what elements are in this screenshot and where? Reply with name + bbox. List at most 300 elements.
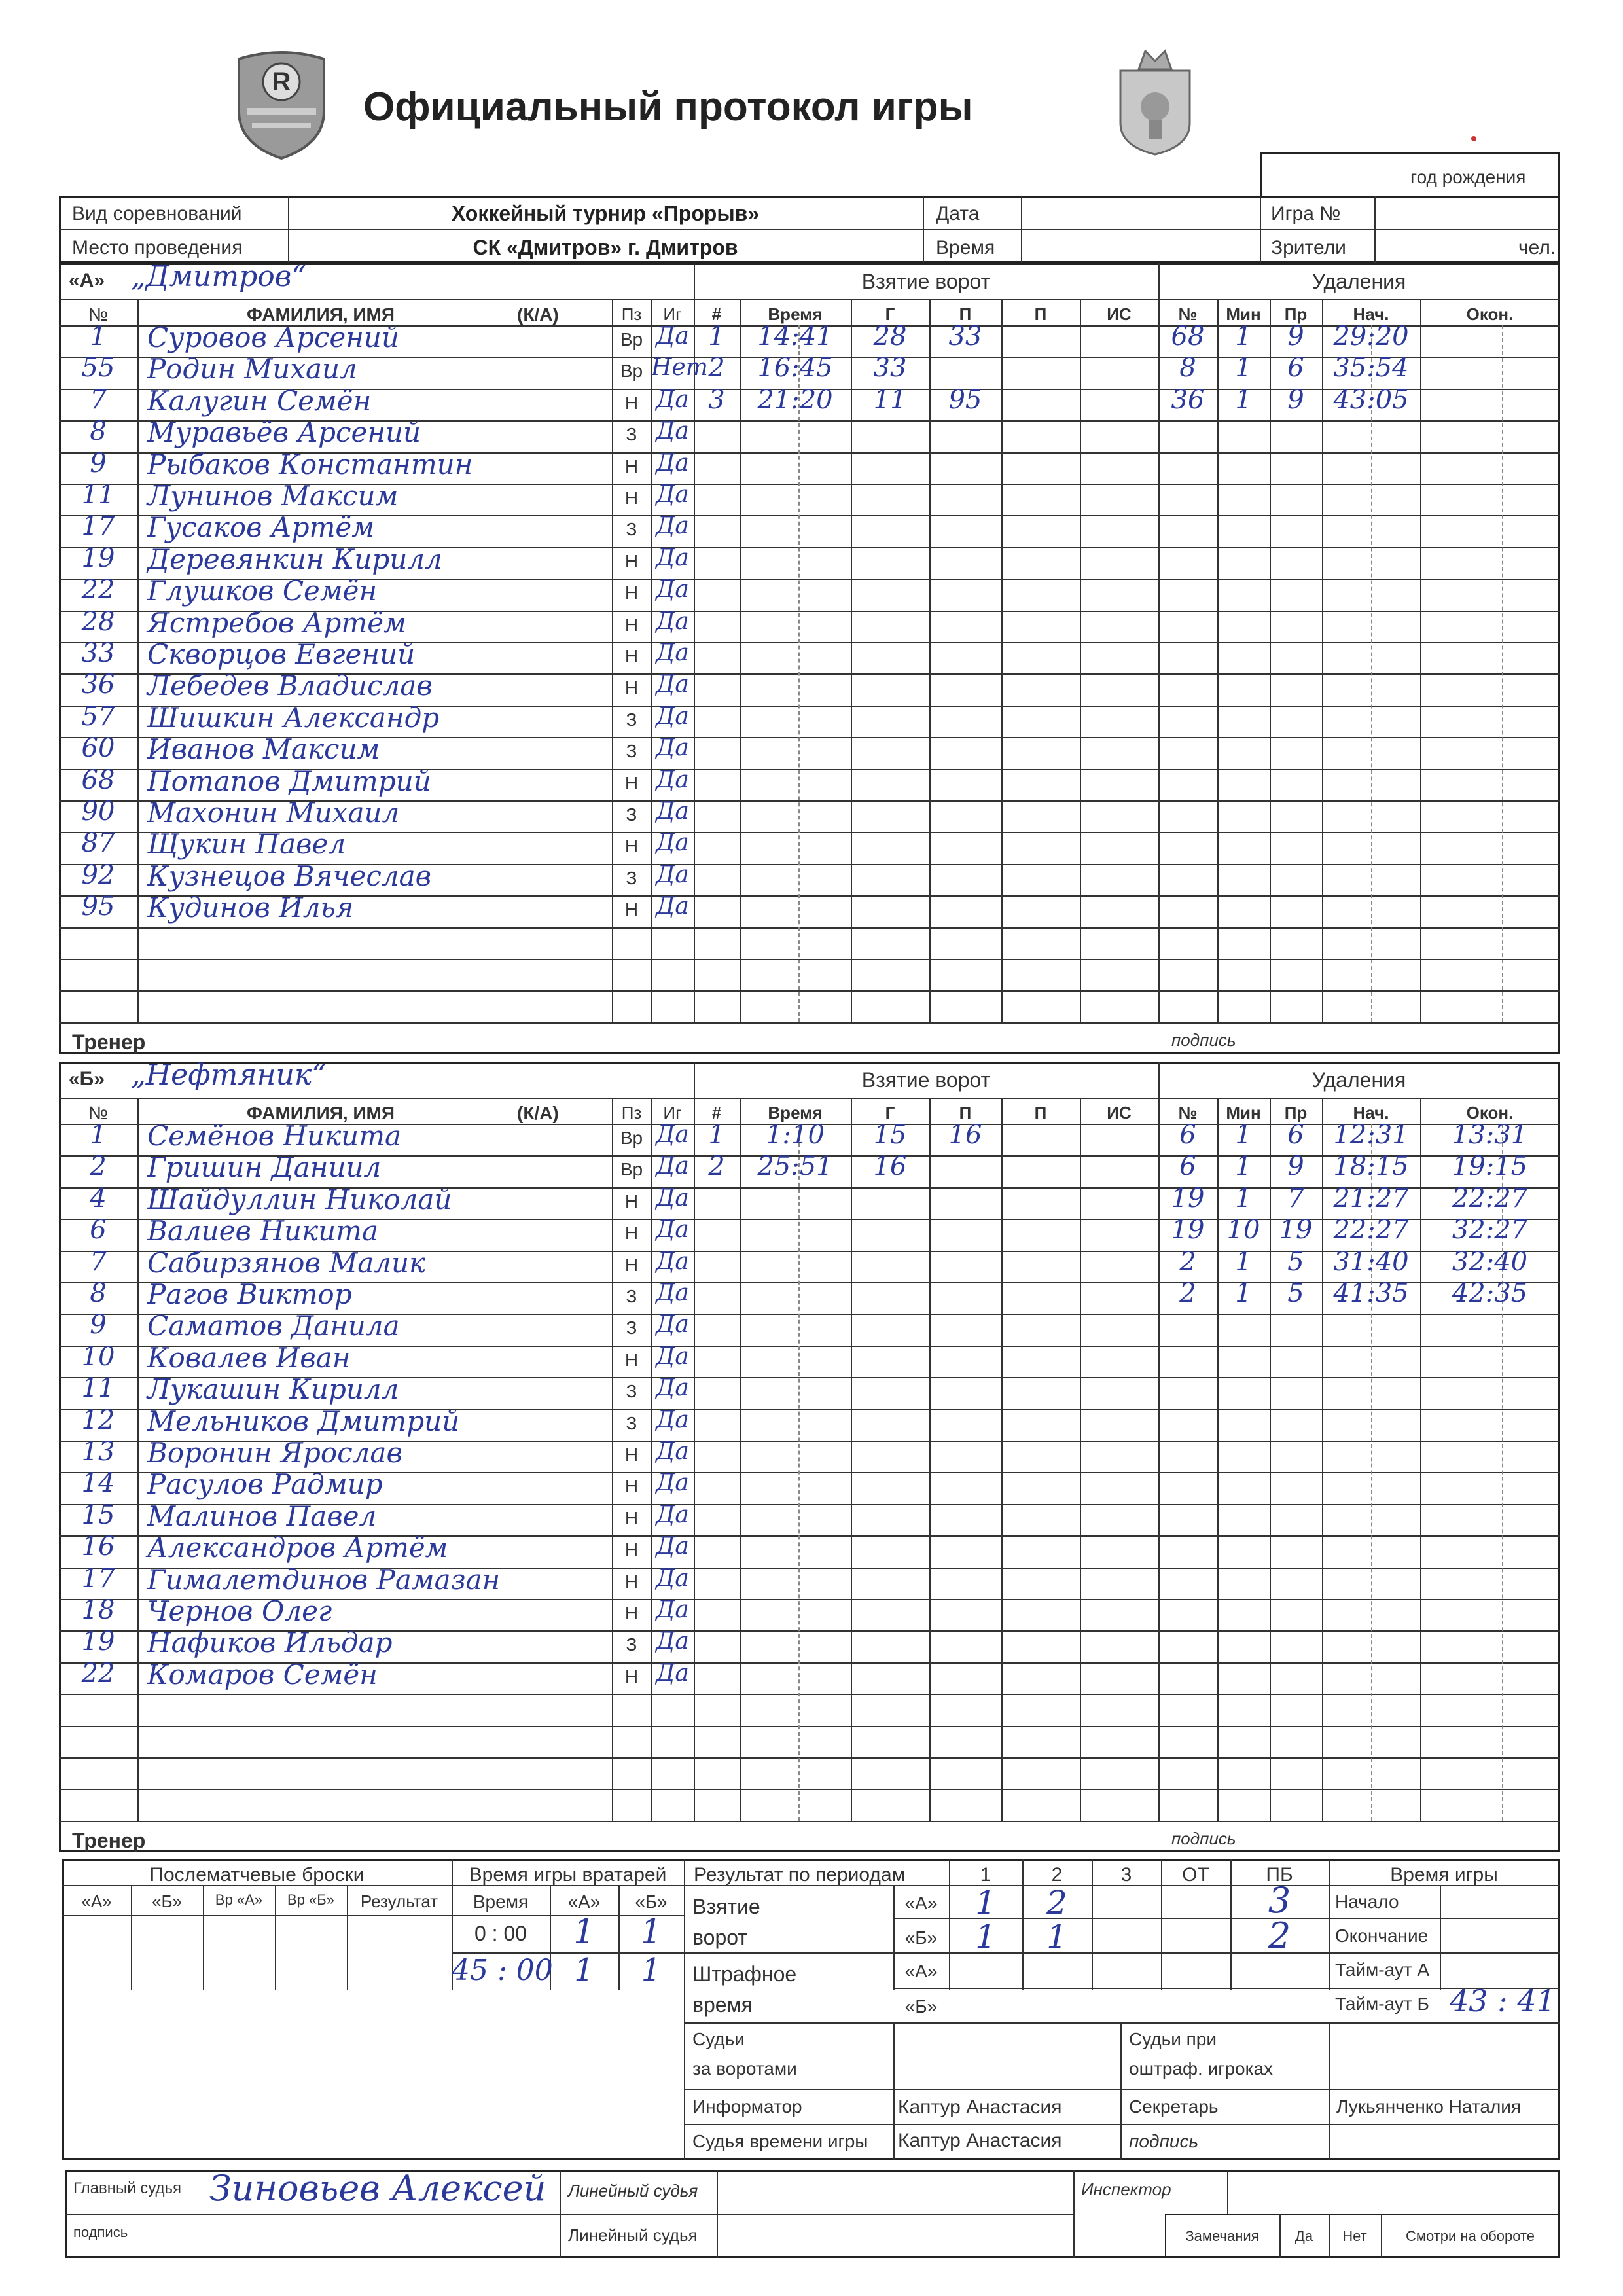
team-b-player-played: Да	[656, 1406, 689, 1433]
team-a-goal-col-0: #	[711, 304, 722, 324]
team-b-penalty-cell: 1	[1235, 1246, 1252, 1277]
team-a-penalty-cell: 29:20	[1333, 321, 1409, 351]
team-a-goal-cell: 33	[948, 321, 982, 351]
period-col-2: 2	[1051, 1864, 1063, 1886]
team-a-player-number: 92	[81, 859, 115, 890]
team-b-player-position: Вр	[620, 1128, 643, 1148]
team-a-pen-col-3: Нач.	[1353, 304, 1389, 324]
goals-label-1: Взятие	[692, 1895, 760, 1918]
venue-label: Место проведения	[72, 237, 243, 259]
shootout-col-a: «А»	[81, 1892, 112, 1911]
team-b-player-name: Гришин Даниил	[147, 1151, 382, 1184]
team-a-player-position: Н	[624, 583, 639, 603]
team-b-penalty-cell: 21:27	[1333, 1183, 1409, 1213]
birth-year-label: год рождения	[1410, 167, 1526, 187]
team-a-pen-col-1: Мин	[1226, 304, 1261, 324]
team-b-player-position: З	[626, 1412, 637, 1433]
pim-label-1: Штрафное	[692, 1962, 797, 1986]
grid-line	[59, 959, 1560, 960]
grid-line	[1001, 1098, 1003, 1821]
informer-value: Каптур Анастасия	[898, 2096, 1062, 2118]
team-b-player-number: 17	[81, 1563, 115, 1594]
team-b-player-number: 7	[90, 1246, 107, 1277]
see-back-label: Смотри на обороте	[1405, 2228, 1535, 2244]
team-b-player-number: 19	[81, 1626, 115, 1657]
team-a-player-number: 57	[81, 701, 115, 732]
team-b-goal-cell: 25:51	[757, 1151, 833, 1182]
team-a-player-played: Да	[656, 893, 689, 920]
grid-line	[59, 1757, 1560, 1759]
team-a-player-number: 11	[81, 480, 115, 510]
team-b-player-number: 15	[81, 1499, 115, 1530]
team-b-player-name: Малинов Павел	[147, 1499, 377, 1532]
team-a-player-number: 19	[81, 543, 115, 573]
team-a-penalty-cell: 8	[1179, 353, 1196, 384]
team-a-player-played: Да	[656, 702, 689, 730]
team-a-player-number: 90	[81, 797, 115, 827]
head-ref-sign-label: подпись	[73, 2224, 128, 2240]
team-a-goal-cell: 1	[708, 321, 725, 351]
team-a-player-position: Н	[624, 392, 639, 413]
team-b-penalty-cell: 1	[1235, 1151, 1252, 1182]
team-a-penalty-cell: 6	[1287, 353, 1304, 384]
team-a-player-name: Ястребов Артём	[147, 606, 406, 639]
period-col-ot: ОТ	[1182, 1864, 1209, 1886]
score-a-p1: 1	[975, 1884, 996, 1922]
officials-signature-label: подпись	[1129, 2131, 1199, 2151]
team-b-player-played: Да	[656, 1628, 689, 1655]
team-a-player-played: Да	[656, 766, 689, 793]
team-b-player-name: Валиев Никита	[147, 1215, 379, 1247]
team-b-goal-col-2: Г	[885, 1103, 895, 1122]
periods-team-b-pim: «Б»	[904, 1996, 938, 2017]
secretary-value: Лукьянченко Наталия	[1336, 2096, 1522, 2117]
period-col-so: ПБ	[1266, 1864, 1293, 1886]
team-b-player-played: Да	[656, 1533, 689, 1560]
team-b-goal-col-4: П	[1034, 1103, 1047, 1122]
remarks-label: Замечания	[1185, 2228, 1259, 2244]
team-a-player-played: Да	[656, 323, 689, 350]
team-b-penalty-cell: 6	[1179, 1120, 1196, 1150]
team-a-player-played: Да	[656, 829, 689, 857]
penalty-judges-label-2: оштраф. игроках	[1129, 2058, 1274, 2079]
team-b-player-played: Да	[656, 1216, 689, 1244]
team-b-penalty-cell: 5	[1287, 1278, 1304, 1308]
team-a-goal-cell: 16:45	[757, 353, 833, 384]
team-a-player-name: Глушков Семён	[147, 575, 378, 607]
team-a-player-name: Махонин Михаил	[147, 797, 400, 829]
team-a-player-name: Иванов Максим	[147, 733, 380, 766]
team-a-player-number: 8	[90, 416, 107, 447]
team-a-player-played: Да	[656, 607, 689, 635]
periods-title: Результат по периодам	[694, 1864, 906, 1886]
penalty-judges-label-1: Судьи при	[1129, 2029, 1217, 2049]
team-a-player-number: 33	[81, 638, 115, 668]
team-a-player-name: Кудинов Илья	[147, 891, 354, 924]
team-b-player-position: Н	[624, 1191, 639, 1211]
period-col-1: 1	[980, 1864, 991, 1886]
region-coat-of-arms-icon	[1113, 45, 1198, 156]
team-b-penalty-cell: 2	[1179, 1246, 1196, 1277]
team-a-goal-col-2: Г	[885, 304, 895, 324]
goalie-row1-time: 0 : 00	[474, 1922, 527, 1945]
shootout-col-result: Результат	[360, 1892, 438, 1911]
team-a-penalty-cell: 1	[1235, 321, 1252, 351]
team-b-penalty-cell: 9	[1287, 1151, 1304, 1182]
team-a-player-name: Потапов Дмитрий	[147, 764, 431, 797]
team-a-goal-col-4: П	[1034, 304, 1047, 324]
team-a-col-ka: (К/А)	[517, 304, 559, 325]
timekeeper-value: Каптур Анастасия	[898, 2130, 1062, 2151]
team-b-pen-col-2: Пр	[1284, 1103, 1308, 1122]
team-b-penalty-cell: 32:40	[1452, 1246, 1528, 1277]
competition-label: Вид соревнований	[72, 203, 242, 224]
shootout-col-gk-a: Вр «А»	[215, 1892, 263, 1908]
competition-value: Хоккейный турнир «Прорыв»	[451, 202, 760, 225]
team-a-player-name: Гусаков Артём	[147, 511, 375, 544]
time-label: Время	[936, 237, 995, 259]
team-b-player-position: З	[626, 1318, 637, 1338]
team-a-player-position: Вр	[620, 361, 643, 382]
team-a-player-played: Да	[656, 671, 689, 698]
team-a-player-name: Рыбаков Константин	[147, 448, 473, 480]
score-a-p2: 2	[1046, 1884, 1067, 1922]
grid-line	[59, 927, 1560, 929]
team-a-penalty-cell: 1	[1235, 384, 1252, 415]
date-label: Дата	[936, 203, 980, 224]
team-b-player-played: Да	[656, 1374, 689, 1402]
team-b-col-name: ФАМИЛИЯ, ИМЯ	[247, 1103, 395, 1123]
spectators-unit: чел.	[1518, 237, 1556, 259]
team-b-player-number: 8	[90, 1278, 107, 1308]
team-a-player-number: 7	[90, 384, 107, 415]
team-a-coach-label: Тренер	[72, 1030, 146, 1054]
remarks-yes[interactable]: Да	[1294, 2228, 1313, 2244]
team-b-penalty-cell: 22:27	[1333, 1215, 1409, 1246]
team-b-pen-col-0: №	[1178, 1103, 1198, 1122]
timekeeper-label: Судья времени игры	[692, 2131, 868, 2151]
team-b-player-number: 11	[81, 1373, 115, 1404]
team-b-player-position: Н	[624, 1539, 639, 1560]
remarks-no[interactable]: Нет	[1342, 2228, 1367, 2244]
team-b-goal-cell: 1:10	[766, 1120, 825, 1150]
spectators-label: Зрители	[1271, 237, 1346, 259]
team-b-player-name: Комаров Семён	[147, 1658, 378, 1691]
team-b-player-position: З	[626, 1381, 637, 1402]
team-a-goal-cell: 2	[708, 353, 725, 384]
team-a-pen-col-2: Пр	[1284, 304, 1308, 324]
team-b-player-position: Н	[624, 1571, 639, 1592]
score-b-total: 2	[1268, 1915, 1291, 1956]
team-b-player-name: Сабирзянов Малик	[147, 1246, 426, 1279]
team-a-goal-cell: 33	[873, 353, 907, 384]
team-b-pen-col-3: Нач.	[1353, 1103, 1389, 1122]
team-a-player-number: 1	[90, 321, 107, 351]
team-a-player-played: Да	[656, 418, 689, 445]
team-b-penalty-cell: 1	[1235, 1183, 1252, 1213]
team-b-player-name: Мельников Дмитрий	[147, 1405, 460, 1437]
linesman-1-label: Линейный судья	[568, 2181, 698, 2200]
team-b-penalty-cell: 6	[1179, 1151, 1196, 1182]
grid-line	[59, 1789, 1560, 1790]
team-b-player-number: 4	[90, 1183, 107, 1213]
team-b-label: «Б»	[69, 1068, 105, 1090]
team-b-player-position: Н	[624, 1223, 639, 1244]
team-b-penalty-cell: 1	[1235, 1278, 1252, 1308]
team-a-player-played: Нет	[651, 354, 708, 382]
grid-line	[1420, 299, 1421, 1022]
shootout-title: Послематчевые броски	[149, 1864, 365, 1886]
team-b-penalty-cell: 10	[1226, 1215, 1260, 1246]
team-b-penalty-cell: 12:31	[1333, 1120, 1409, 1150]
team-b-player-position: Н	[624, 1349, 639, 1370]
goals-label-2: ворот	[692, 1926, 747, 1949]
team-a-player-played: Да	[656, 449, 689, 476]
team-b-player-number: 10	[81, 1341, 115, 1372]
team-a-player-number: 17	[81, 511, 115, 542]
game-end-label: Окончание	[1335, 1926, 1429, 1946]
team-b-penalty-cell: 18:15	[1333, 1151, 1409, 1182]
team-a-col-num: №	[88, 304, 109, 325]
dashed-line	[1371, 325, 1372, 1022]
team-a-label: «А»	[69, 270, 105, 291]
team-a-player-name: Калугин Семён	[147, 384, 372, 417]
team-a-goal-col-1: Время	[768, 304, 823, 324]
team-a-col-played: Иг	[663, 304, 682, 324]
team-a-penalty-cell: 36	[1171, 384, 1205, 415]
team-b-player-number: 9	[90, 1310, 107, 1340]
timeout-b-value: 43 : 41	[1450, 1983, 1556, 2018]
team-b-player-played: Да	[656, 1564, 689, 1592]
game-time-title: Время игры	[1390, 1864, 1498, 1886]
team-a-penalty-cell: 1	[1235, 353, 1252, 384]
team-a-goal-cell: 14:41	[757, 321, 833, 351]
periods-team-b-goals: «Б»	[904, 1928, 938, 1948]
team-a-player-position: Н	[624, 550, 639, 571]
team-b-penalty-cell: 5	[1287, 1246, 1304, 1277]
team-b-player-played: Да	[656, 1342, 689, 1370]
goalie-row1-b: 1	[640, 1912, 662, 1952]
dashed-line	[1502, 325, 1503, 1022]
team-b-player-number: 13	[81, 1437, 115, 1467]
team-b-player-played: Да	[656, 1280, 689, 1306]
head-ref-signature: Зиновьев Алексей	[209, 2168, 546, 2209]
team-b-penalty-cell: 22:27	[1452, 1183, 1528, 1213]
team-b-penalty-cell: 1	[1235, 1120, 1252, 1150]
team-b-player-name: Лукашин Кирилл	[147, 1373, 399, 1406]
team-b-player-played: Да	[656, 1247, 689, 1275]
grid-line	[59, 1022, 1560, 1024]
team-b-col-played: Иг	[663, 1103, 682, 1122]
team-b-player-name: Воронин Ярослав	[147, 1437, 402, 1469]
team-a-player-played: Да	[656, 544, 689, 571]
grid-line	[740, 1098, 741, 1821]
game-number-label: Игра №	[1271, 203, 1341, 224]
team-b-player-position: Н	[624, 1254, 639, 1275]
team-b-goal-cell: 16	[948, 1120, 982, 1150]
team-a-player-number: 9	[90, 448, 107, 478]
team-a-player-played: Да	[656, 512, 689, 540]
team-a-penalty-cell: 68	[1171, 321, 1205, 351]
shootout-col-b: «Б»	[152, 1892, 182, 1911]
team-a-penalty-cell: 43:05	[1333, 384, 1409, 415]
team-a-player-number: 22	[81, 575, 115, 605]
team-b-penalty-cell: 6	[1287, 1120, 1304, 1150]
team-a-player-position: З	[626, 867, 637, 888]
team-a-penalties-title: Удаления	[1311, 270, 1406, 293]
team-a-name: „Дмитров“	[131, 260, 306, 293]
team-a-goals-title: Взятие ворот	[861, 270, 991, 293]
team-b-penalty-cell: 19	[1171, 1215, 1205, 1246]
team-a-col-pos: Пз	[621, 304, 642, 324]
ink-dot	[1471, 136, 1476, 141]
team-b-coach-label: Тренер	[72, 1828, 146, 1852]
periods-team-a-goals: «А»	[904, 1893, 938, 1913]
team-a-player-position: Вр	[620, 329, 643, 350]
team-b-player-played: Да	[656, 1438, 689, 1465]
team-b-penalty-cell: 41:35	[1333, 1278, 1409, 1308]
team-a-player-number: 68	[81, 764, 115, 795]
team-a-player-position: Н	[624, 456, 639, 476]
head-ref-label: Главный судья	[73, 2179, 182, 2197]
team-a-player-played: Да	[656, 576, 689, 603]
team-a-coach-signature-label: подпись	[1171, 1030, 1236, 1050]
goalie-row2-b: 1	[641, 1952, 662, 1988]
team-b-player-position: З	[626, 1286, 637, 1306]
team-a-player-position: Н	[624, 614, 639, 635]
timeout-b-label: Тайм-аут Б	[1335, 1994, 1429, 2014]
goal-judges-label-2: за воротами	[692, 2058, 797, 2079]
team-b-penalty-cell: 13:31	[1452, 1120, 1528, 1150]
team-b-player-number: 22	[81, 1658, 115, 1689]
team-b-player-position: Н	[624, 1444, 639, 1465]
team-a-player-position: З	[626, 741, 637, 762]
team-b-col-pos: Пз	[621, 1103, 642, 1122]
team-a-player-name: Скворцов Евгений	[147, 638, 416, 670]
team-b-col-num: №	[88, 1103, 109, 1123]
team-b-penalty-cell: 19	[1171, 1183, 1205, 1213]
team-a-player-name: Кузнецов Вячеслав	[147, 859, 432, 892]
team-a-penalty-cell: 9	[1287, 384, 1304, 415]
goalie-row2-time: 45 : 00	[452, 1954, 553, 1987]
grid-line	[59, 1098, 1560, 1099]
team-b-col-ka: (К/А)	[517, 1103, 559, 1123]
team-a-goal-cell: 28	[873, 321, 907, 351]
team-a-player-number: 87	[81, 828, 115, 859]
team-a-player-played: Да	[656, 798, 689, 825]
team-b-penalty-cell: 19	[1279, 1215, 1313, 1246]
team-b-player-number: 14	[81, 1468, 115, 1499]
team-a-goal-col-5: ИС	[1107, 304, 1132, 324]
team-a-player-played: Да	[656, 481, 689, 508]
team-b-pen-col-1: Мин	[1226, 1103, 1261, 1122]
goal-judges-label-1: Судьи	[692, 2029, 745, 2049]
team-b-player-name: Шайдуллин Николай	[147, 1183, 452, 1215]
period-col-3: 3	[1120, 1864, 1132, 1886]
team-a-player-name: Щукин Павел	[147, 828, 346, 861]
team-b-goal-col-5: ИС	[1107, 1103, 1132, 1122]
grid-line	[59, 299, 1560, 300]
team-b-player-played: Да	[656, 1596, 689, 1623]
team-a-penalty-cell: 35:54	[1333, 353, 1409, 384]
team-a-player-position: Н	[624, 772, 639, 793]
grid-line	[1080, 299, 1081, 1022]
team-b-name: „Нефтяник“	[131, 1058, 327, 1092]
team-a-player-played: Да	[656, 734, 689, 762]
team-a-goal-cell: 95	[948, 384, 982, 415]
grid-line	[59, 1694, 1560, 1695]
team-b-goal-cell: 16	[873, 1151, 907, 1182]
team-a-player-name: Муравьёв Арсений	[147, 416, 421, 449]
team-a-player-number: 36	[81, 670, 115, 700]
score-b-p1: 1	[975, 1918, 996, 1956]
team-a-player-number: 60	[81, 733, 115, 764]
federation-logo-icon	[232, 46, 330, 160]
team-b-penalty-cell: 2	[1179, 1278, 1196, 1308]
grid-line	[137, 1098, 139, 1821]
linesman-2-label: Линейный судья	[568, 2225, 698, 2245]
team-a-player-name: Лебедев Владислав	[147, 670, 433, 702]
team-a-player-position: З	[626, 709, 637, 730]
team-a-player-position: Н	[624, 899, 639, 920]
secretary-label: Секретарь	[1129, 2096, 1219, 2117]
team-a-pen-col-0: №	[1178, 304, 1198, 324]
informer-label: Информатор	[692, 2096, 802, 2117]
game-start-label: Начало	[1335, 1892, 1399, 1912]
svg-text:R: R	[272, 67, 291, 96]
team-a-player-position: Н	[624, 646, 639, 666]
team-a-pen-col-4: Окон.	[1466, 304, 1514, 324]
score-b-p2: 1	[1046, 1918, 1067, 1956]
pim-label-2: время	[692, 1993, 753, 2017]
team-b-goal-cell: 2	[708, 1151, 725, 1182]
goalie-col-b: «Б»	[635, 1892, 668, 1912]
goalie-col-a: «А»	[567, 1892, 601, 1912]
team-a-player-played: Да	[656, 639, 689, 666]
team-b-player-name: Нафиков Ильдар	[147, 1626, 393, 1659]
team-a-penalty-cell: 9	[1287, 321, 1304, 351]
team-b-player-name: Саматов Данила	[147, 1310, 400, 1342]
team-b-goal-col-3: П	[959, 1103, 972, 1122]
team-b-goal-cell: 1	[708, 1120, 725, 1150]
team-b-penalty-cell: 32:27	[1452, 1215, 1528, 1246]
team-b-player-name: Гималетдинов Рамазан	[147, 1563, 501, 1596]
team-b-player-played: Да	[656, 1501, 689, 1528]
team-b-player-number: 18	[81, 1595, 115, 1625]
team-b-goals-title: Взятие ворот	[861, 1068, 991, 1092]
team-a-player-number: 28	[81, 606, 115, 637]
inspector-label: Инспектор	[1081, 2179, 1171, 2199]
dashed-line	[798, 325, 800, 1022]
team-a-player-name: Деревянкин Кирилл	[147, 543, 442, 575]
team-a-player-number: 95	[81, 891, 115, 922]
team-b-player-number: 12	[81, 1405, 115, 1435]
grid-line	[929, 1098, 931, 1821]
team-b-penalty-cell: 42:35	[1452, 1278, 1528, 1308]
team-b-player-played: Да	[656, 1184, 689, 1211]
page-title: Официальный протокол игры	[363, 84, 973, 130]
goalie-col-time: Время	[473, 1892, 529, 1912]
team-a-player-position: З	[626, 424, 637, 445]
team-b-penalty-cell: 7	[1287, 1183, 1304, 1213]
team-a-goal-cell: 11	[873, 384, 907, 415]
shootout-col-gk-b: Вр «Б»	[287, 1892, 334, 1908]
team-b-player-position: Н	[624, 1603, 639, 1623]
team-b-penalty-cell: 31:40	[1333, 1246, 1409, 1277]
team-b-goal-col-1: Время	[768, 1103, 823, 1122]
team-b-player-position: Н	[624, 1666, 639, 1687]
team-b-player-number: 16	[81, 1532, 115, 1562]
